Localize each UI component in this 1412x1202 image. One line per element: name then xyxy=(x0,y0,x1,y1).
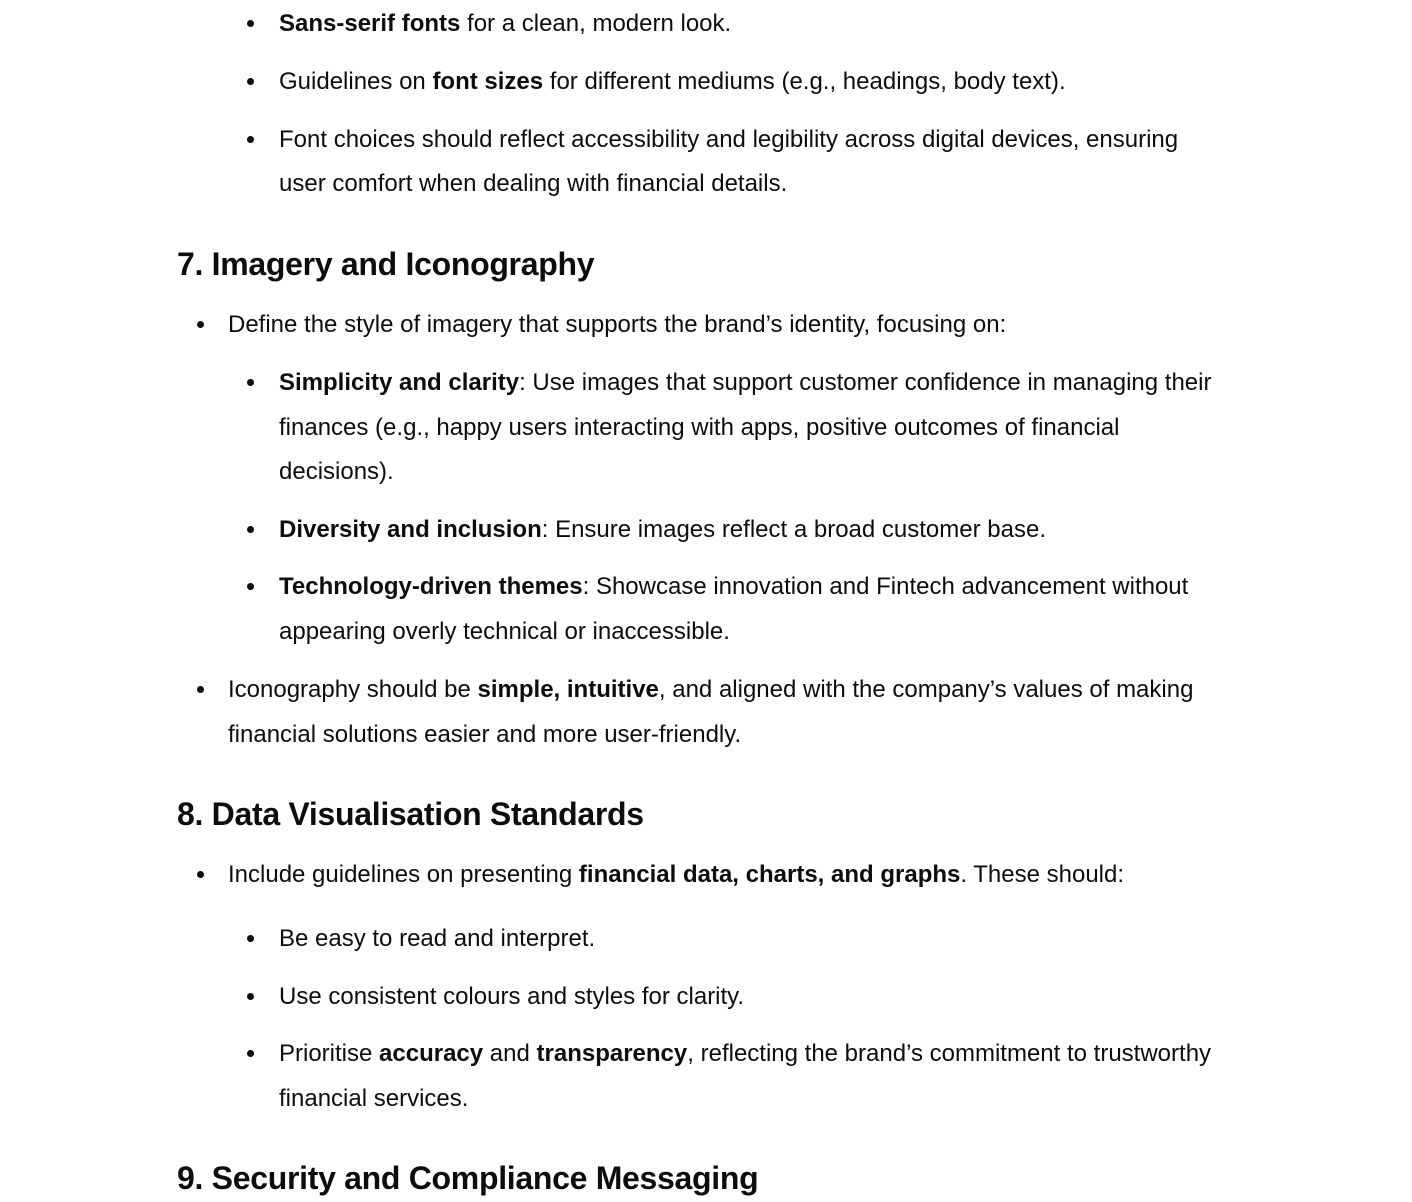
item-text: Guidelines on xyxy=(279,68,433,95)
item-text: Iconography should be xyxy=(228,676,478,703)
bold-term: font sizes xyxy=(432,68,544,95)
bullet-dot xyxy=(247,993,254,1000)
bold-term: financial data, charts, and graphs xyxy=(578,861,961,888)
bullet-dot xyxy=(247,20,254,27)
item-text: : Showcase innovation and Fintech advancement without xyxy=(582,573,1189,600)
list-item-include-guidelines xyxy=(228,853,1124,897)
item-text: . These should: xyxy=(960,861,1125,888)
section-heading-imagery: 7. Imagery and Iconography xyxy=(177,246,595,282)
list-item-font-choices-line2: user comfort when dealing with financial details. xyxy=(279,170,788,197)
list-item-diversity xyxy=(279,508,1046,552)
bullet-dot xyxy=(197,321,204,328)
bullet-dot xyxy=(247,1050,254,1057)
bullet-dot xyxy=(247,379,254,386)
list-item-consistent-colours: Use consistent colours and styles for clarity. xyxy=(279,983,745,1010)
list-item-font-choices-line1: Font choices should reflect accessibility and legibility across digital devices, ensuring xyxy=(279,126,1179,153)
list-item-prioritise-line1 xyxy=(279,1032,1211,1076)
item-text: : Use images that support customer confidence in managing their xyxy=(519,369,1212,396)
bullet-dot xyxy=(247,136,254,143)
bold-term: Diversity and inclusion xyxy=(279,516,542,543)
list-item-simplicity-line2: finances (e.g., happy users interacting with apps, positive outcomes of financial xyxy=(279,414,1120,441)
list-item-font-sizes xyxy=(279,60,1066,104)
bullet-dot xyxy=(247,78,254,85)
list-item-simplicity-line3: decisions). xyxy=(279,458,394,485)
item-text: , and aligned with the company’s values of making xyxy=(658,676,1194,703)
bold-term: transparency xyxy=(536,1040,688,1067)
section-heading-security-compliance: 9. Security and Compliance Messaging xyxy=(177,1160,759,1196)
bold-term: Technology-driven themes xyxy=(279,573,583,600)
item-text: : Ensure images reflect a broad customer base. xyxy=(541,516,1046,543)
list-item-sans-serif xyxy=(279,2,731,46)
item-text: Include guidelines on presenting xyxy=(228,861,579,888)
item-text: for different mediums (e.g., headings, body text). xyxy=(543,68,1066,95)
list-item-iconography-line1 xyxy=(228,668,1193,712)
bold-term: simple, intuitive xyxy=(477,676,659,703)
bold-term: accuracy xyxy=(379,1040,484,1067)
list-item-technology-line1 xyxy=(279,565,1188,609)
list-item-easy-to-read: Be easy to read and interpret. xyxy=(279,925,596,952)
bold-term: Sans-serif fonts xyxy=(279,10,461,37)
bullet-dot xyxy=(247,526,254,533)
section-heading-data-visualisation: 8. Data Visualisation Standards xyxy=(177,796,644,832)
list-item-simplicity-line1 xyxy=(279,361,1211,405)
item-text: and xyxy=(483,1040,537,1067)
item-text: , reflecting the brand’s commitment to trustworthy xyxy=(687,1040,1212,1067)
list-item-prioritise-line2: financial services. xyxy=(279,1085,469,1112)
list-item-define-style: Define the style of imagery that supports the brand’s identity, focusing on: xyxy=(228,311,1007,338)
bullet-dot xyxy=(197,686,204,693)
list-item-technology-line2: appearing overly technical or inaccessible. xyxy=(279,618,730,645)
bullet-dot xyxy=(247,935,254,942)
bullet-dot xyxy=(197,871,204,878)
bold-term: Simplicity and clarity xyxy=(279,369,520,396)
item-text: Prioritise xyxy=(279,1040,380,1067)
item-text: for a clean, modern look. xyxy=(460,10,732,37)
list-item-iconography-line2: financial solutions easier and more user-friendly. xyxy=(228,721,742,748)
bullet-dot xyxy=(247,583,254,590)
